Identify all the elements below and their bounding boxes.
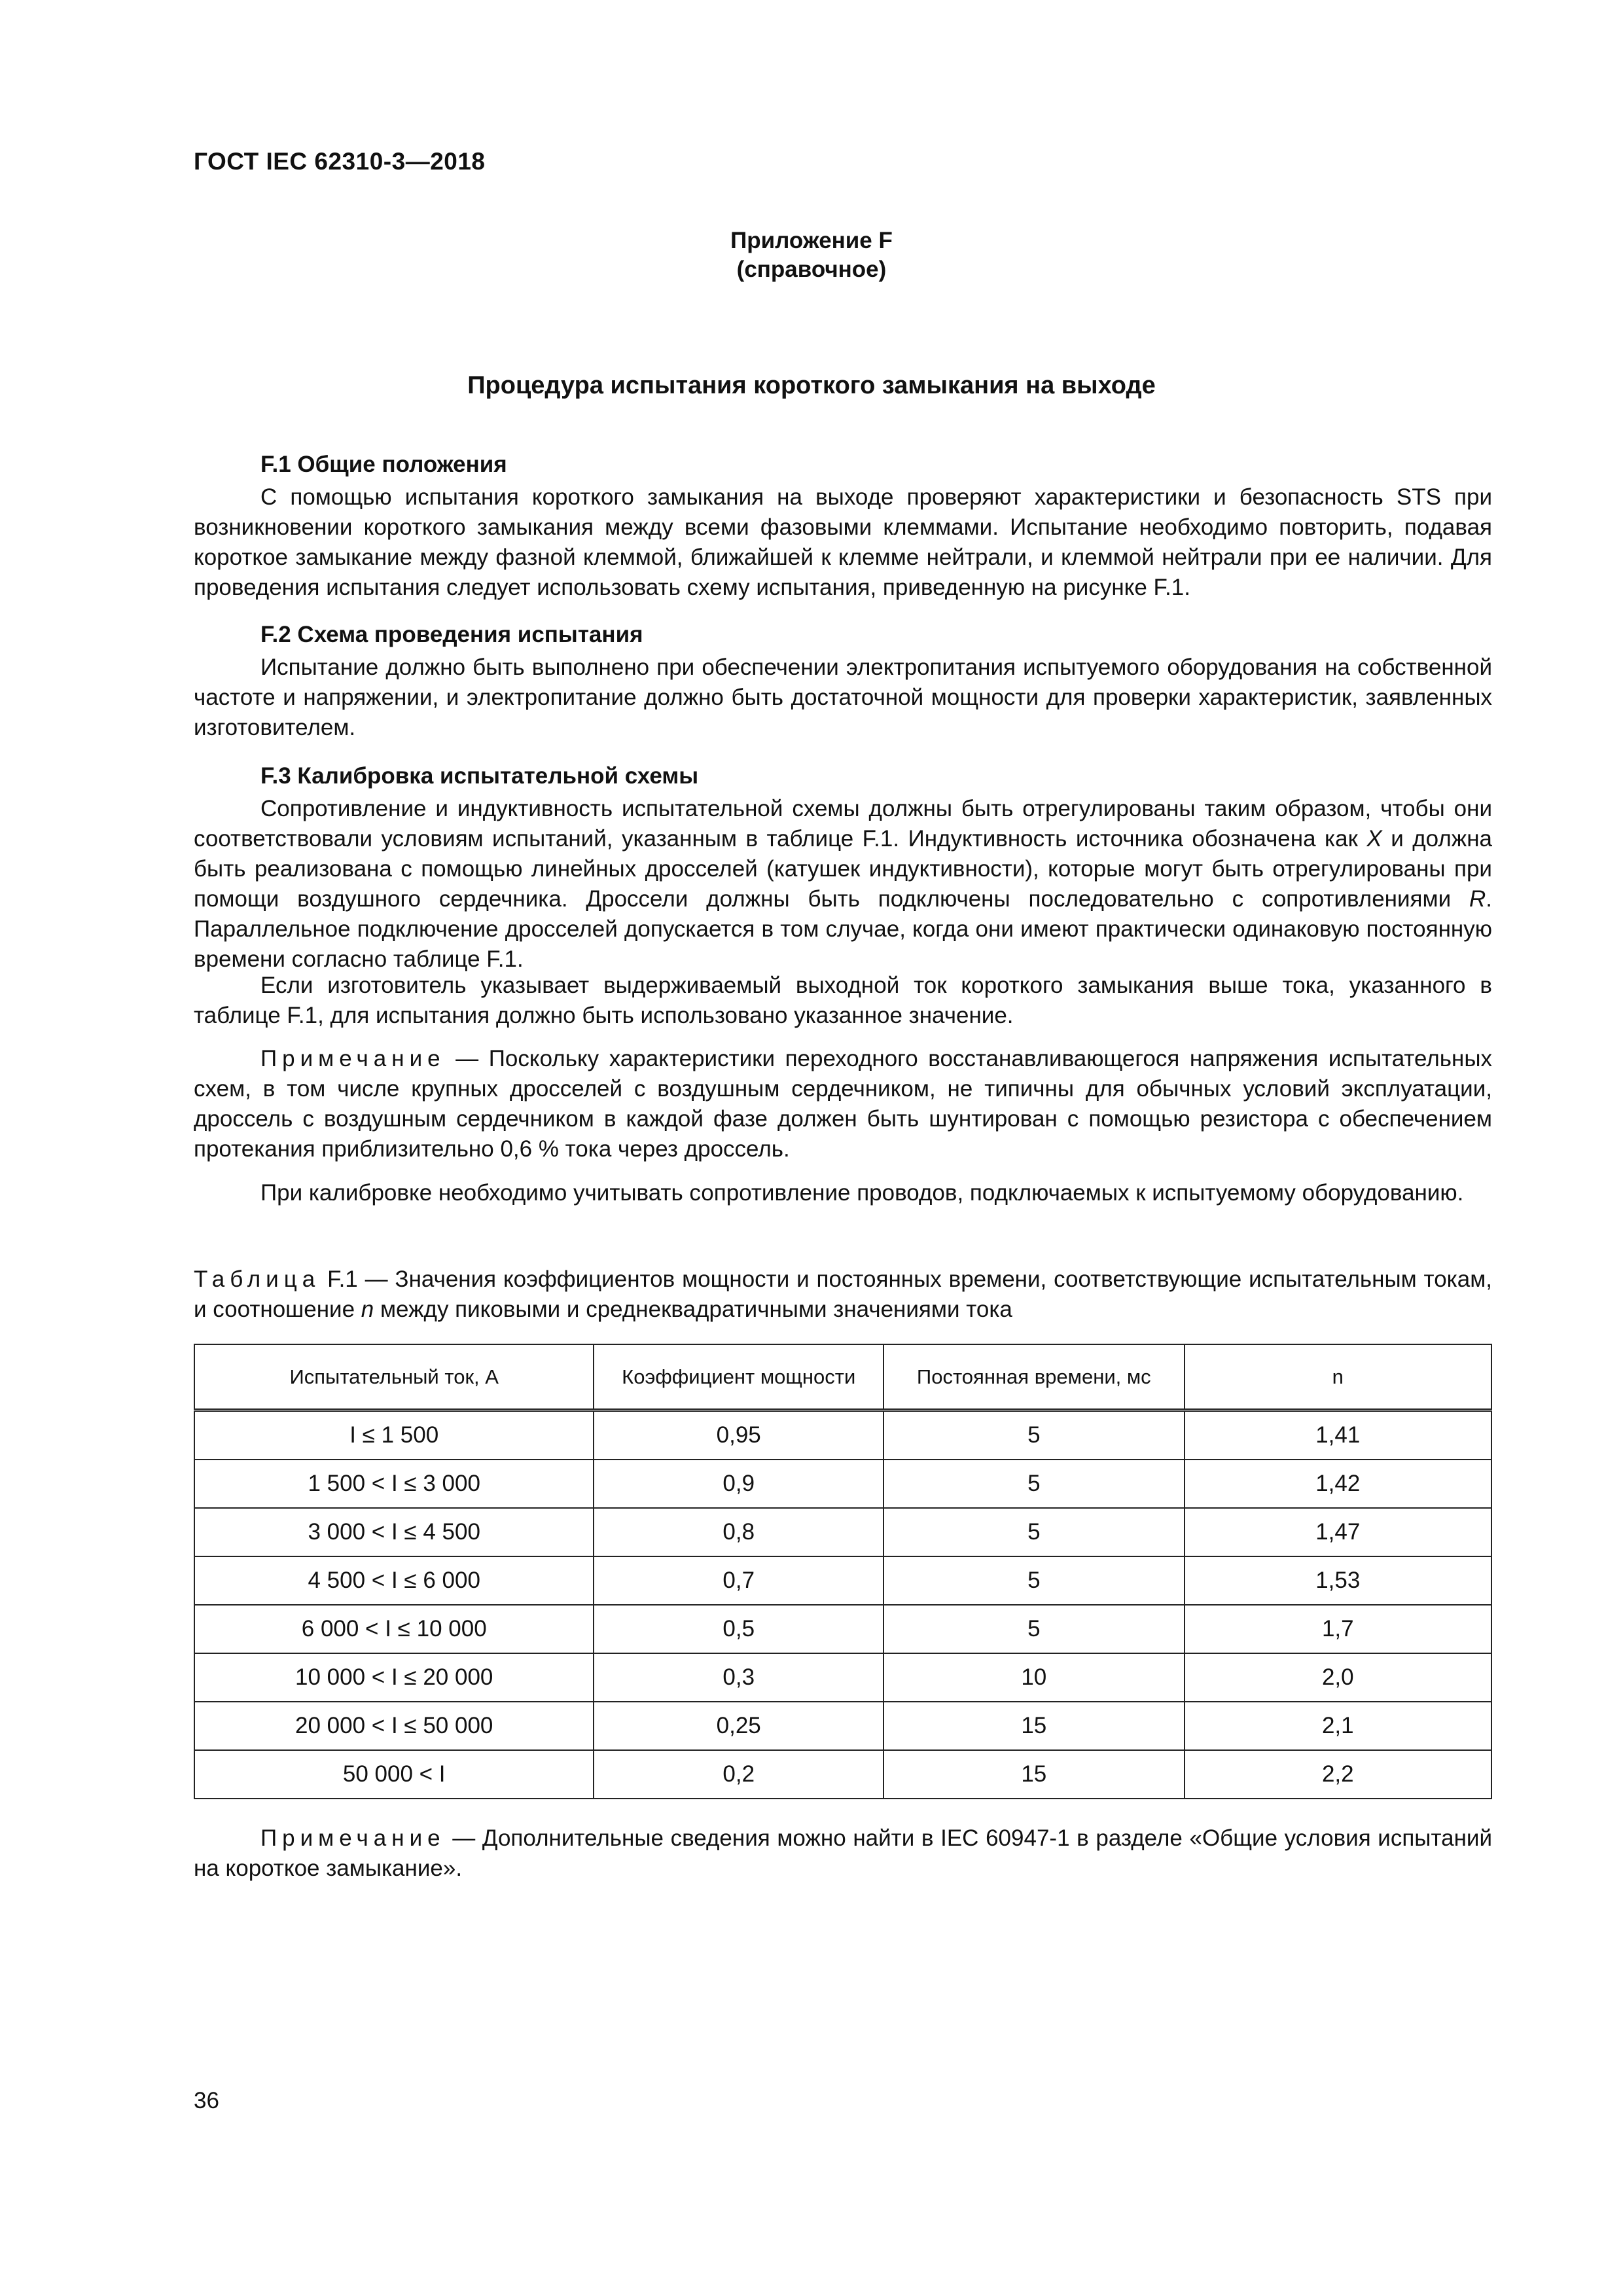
table-row — [194, 1460, 1491, 1508]
table-cell: 0,2 — [594, 1750, 883, 1799]
table-cell: 10 000 < I ≤ 20 000 — [194, 1653, 594, 1702]
table-row — [194, 1508, 1491, 1556]
table-caption-label: Таблица — [194, 1266, 321, 1292]
table-cell: 1 500 < I ≤ 3 000 — [194, 1460, 594, 1508]
table-header-row — [194, 1344, 1491, 1410]
text-run: и должна быть реализована с помощью линейных дросселей (катушек индуктивности), которые могут быть отрегулированы при помощи воздушного сердечника. Дроссели должны быть подключены последовательно с сопротивлениями — [194, 826, 1492, 912]
table-cell: 50 000 < I — [194, 1750, 594, 1799]
table-cell: 5 — [883, 1556, 1185, 1605]
table-cell: 0,3 — [594, 1653, 883, 1702]
standard-code: ГОСТ IEC 62310-3—2018 — [194, 148, 486, 175]
table-cell: 2,0 — [1185, 1653, 1491, 1702]
table-cell: 20 000 < I ≤ 50 000 — [194, 1702, 594, 1750]
table-cell: 5 — [883, 1605, 1185, 1653]
table-cell: 5 — [883, 1508, 1185, 1556]
table-cell: 3 000 < I ≤ 4 500 — [194, 1508, 594, 1556]
note-final — [194, 1823, 1492, 1884]
symbol-r: R — [1469, 886, 1486, 912]
section-heading-f2: F.2 Схема проведения испытания — [260, 622, 643, 647]
column-header: Коэффициент мощности — [594, 1344, 883, 1410]
table-cell: I ≤ 1 500 — [194, 1410, 594, 1460]
column-header: Постоянная времени, мс — [883, 1344, 1185, 1410]
table-cell: 6 000 < I ≤ 10 000 — [194, 1605, 594, 1653]
table-row — [194, 1702, 1491, 1750]
table-caption-text: между пиковыми и среднеквадратичными значениями тока — [374, 1297, 1012, 1322]
section-f2-text: Испытание должно быть выполнено при обеспечении электропитания испытуемого оборудования на собственной частоте и напряжении, и электропитание должно быть достаточной мощности для проверки характеристик, заявленных изготовителем. — [194, 655, 1492, 740]
table-cell: 2,1 — [1185, 1702, 1491, 1750]
table-cell: 15 — [883, 1750, 1185, 1799]
table-cell: 10 — [883, 1653, 1185, 1702]
table-caption-text: F.1 — Значения коэффициентов мощности и постоянных времени, соответствующие испытательным токам, и соотношение — [194, 1266, 1492, 1322]
section-f3-paragraph-3: При калибровке необходимо учитывать сопротивление проводов, подключаемых к испытуемому оборудованию. — [260, 1180, 1464, 1206]
column-header: n — [1185, 1344, 1491, 1410]
table-cell: 5 — [883, 1410, 1185, 1460]
table-cell: 2,2 — [1185, 1750, 1491, 1799]
annex-kind: (справочное) — [736, 257, 887, 282]
section-f1-text: С помощью испытания короткого замыкания на выходе проверяют характеристики и безопасность STS при возникновении короткого замыкания между всеми фазовыми клеммами. Испытание необходимо повторить, подавая короткое замыкание между фазной клеммой, ближайшей к клемме нейтрали, и клеммой нейтрали при ее наличии. Для проведения испытания следует использовать схему испытания, приведенную на рисунке F.1. — [194, 484, 1492, 600]
table-row — [194, 1750, 1491, 1799]
table-cell: 1,53 — [1185, 1556, 1491, 1605]
note-text: — Поскольку характеристики переходного восстанавливающегося напряжения испытательных схем, в том числе крупных дросселей с воздушным сердечником, не типичны для обычных условий эксплуатации, дроссель с воздушным сердечником в каждой фазе должен быть шунтирован с помощью резистора с обеспечением протекания приблизительно 0,6 % тока через дроссель. — [194, 1046, 1492, 1162]
table-cell: 0,25 — [594, 1702, 883, 1750]
section-f3-paragraph-2: Если изготовитель указывает выдерживаемый выходной ток короткого замыкания выше тока, указанного в таблице F.1, для испытания должно быть использовано указанное значение. — [194, 973, 1492, 1028]
table-cell: 0,7 — [594, 1556, 883, 1605]
table-f1 — [194, 1344, 1492, 1799]
table-cell: 0,8 — [594, 1508, 883, 1556]
table-cell: 15 — [883, 1702, 1185, 1750]
table-caption — [194, 1265, 1492, 1325]
table-cell: 0,5 — [594, 1605, 883, 1653]
note-label: Примечание — [260, 1825, 446, 1851]
table-cell: 0,95 — [594, 1410, 883, 1460]
table-cell: 0,9 — [594, 1460, 883, 1508]
table-cell: 1,47 — [1185, 1508, 1491, 1556]
table-cell: 1,41 — [1185, 1410, 1491, 1460]
table-row — [194, 1605, 1491, 1653]
table-cell: 1,42 — [1185, 1460, 1491, 1508]
note-text: — Дополнительные сведения можно найти в IEC 60947-1 в разделе «Общие условия испытаний на короткое замыкание». — [194, 1825, 1492, 1881]
symbol-n: n — [361, 1297, 374, 1322]
table-cell: 5 — [883, 1460, 1185, 1508]
annex-title: Приложение F — [730, 228, 893, 253]
page-title: Процедура испытания короткого замыкания на выходе — [467, 372, 1156, 399]
text-run: Сопротивление и индуктивность испытательной схемы должны быть отрегулированы таким образом, чтобы они соответствовали условиям испытаний, указанным в таблице F.1. Индуктивность источника обозначена как — [194, 796, 1492, 852]
page-number: 36 — [194, 2088, 219, 2113]
section-f3-paragraph-1 — [194, 794, 1492, 975]
table-row — [194, 1556, 1491, 1605]
table-cell: 1,7 — [1185, 1605, 1491, 1653]
column-header: Испытательный ток, А — [194, 1344, 594, 1410]
table-cell: 4 500 < I ≤ 6 000 — [194, 1556, 594, 1605]
section-heading-f3: F.3 Калибровка испытательной схемы — [260, 763, 699, 789]
symbol-x: X — [1366, 826, 1382, 852]
table-row — [194, 1410, 1491, 1460]
text-run: . Параллельное подключение дросселей допускается в том случае, когда они имеют практически одинаковую постоянную времени согласно таблице F.1. — [194, 886, 1492, 972]
table-row — [194, 1653, 1491, 1702]
note-label: Примечание — [260, 1046, 446, 1071]
section-heading-f1: F.1 Общие положения — [260, 452, 507, 477]
note-calibration — [194, 1044, 1492, 1164]
